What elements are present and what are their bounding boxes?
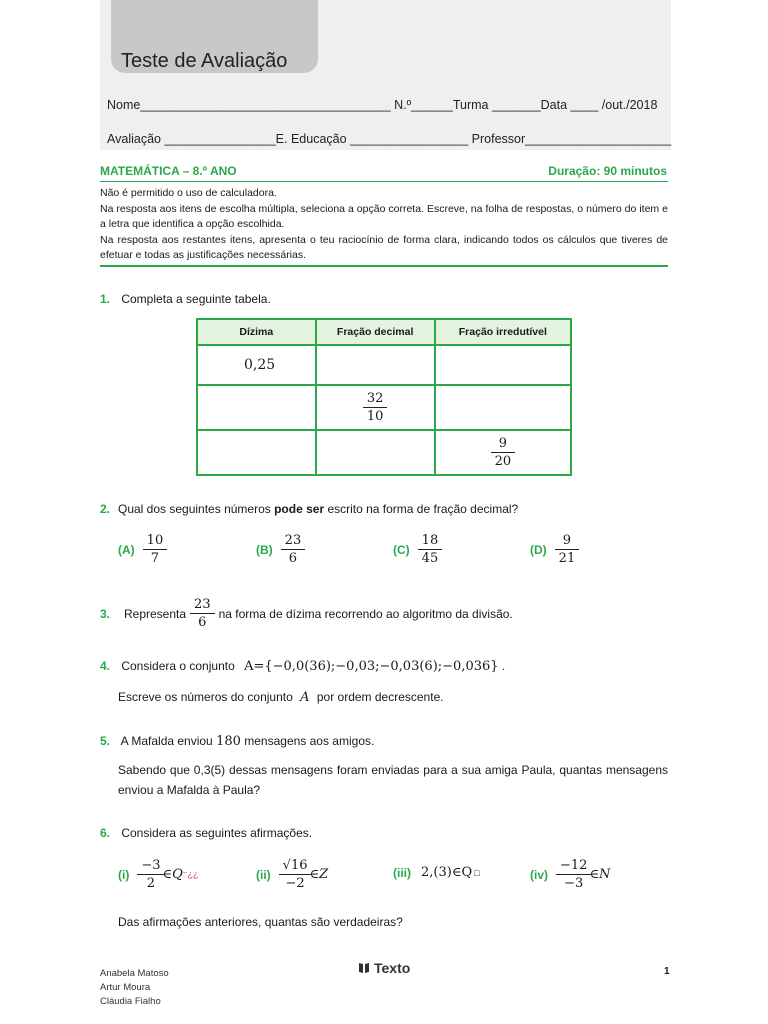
question-1 [100, 292, 271, 306]
evaluation-info-line: Avaliação ________________E. Educação _________________ Professor_____________________ [107, 132, 672, 146]
statement-iii: (iii) 2,(3)∈Q □ [393, 865, 480, 880]
header-fracao-decimal: Fração decimal [316, 319, 435, 345]
cell-decimal-2[interactable] [316, 385, 435, 430]
cell-dizima-2[interactable] [197, 385, 316, 430]
instruction-2: Na resposta aos itens de escolha múltipla, seleciona a opção correta. Escreve, na folha de respostas, o número do item e a letra que identifica a opção escolhida. [100, 202, 668, 230]
cell-dizima-3[interactable] [197, 430, 316, 475]
statement-i: (i) $\frac{-3}{2}$ ∈Q ⁻¿¿ [118, 858, 199, 891]
option-d[interactable]: (D) $\frac{9}{21}$ [530, 532, 577, 567]
question-5-paragraph: Sabendo que 0,3(5) dessas mensagens foram enviadas para a sua amiga Paula, quantas mensagens enviou a Mafalda à Paula? [118, 763, 668, 797]
student-info-line: Nome____________________________________ N.º______Turma _______Data ____ /out./2018 [107, 98, 658, 112]
authors [100, 967, 169, 1009]
subject-label: MATEMÁTICA – 8.º ANO [100, 164, 237, 178]
fraction-table [196, 318, 572, 476]
book-icon [358, 962, 370, 974]
divider-bottom [100, 265, 668, 267]
instruction-3: Na resposta aos restantes itens, apresenta o teu raciocínio de forma clara, indicando todos os cálculos que tiveres de efetuar e todas as justificações necessárias. [100, 233, 668, 261]
question-3: 3. Representa $\frac{23}{6}$ na forma de dízima recorrendo ao algoritmo da divisão. [100, 597, 513, 630]
set-expression: A={−0,0(36);−0,03;−0,03(6);−0,036} [244, 659, 499, 674]
publisher-logo: Texto [358, 960, 410, 976]
cell-decimal-1[interactable] [316, 345, 435, 385]
header-fracao-irredutivel: Fração irredutível [435, 319, 571, 345]
fraction: $\frac{23}{6}$ [192, 596, 213, 631]
duration-label: Duração: 90 minutos [548, 164, 667, 178]
cell-irredutivel-2[interactable] [435, 385, 571, 430]
question-text: Completa a seguinte tabela. [121, 292, 271, 306]
question-number: 2. [100, 502, 111, 516]
header-dizima: Dízima [197, 319, 316, 345]
fraction: $\frac{9}{20}$ [493, 435, 514, 470]
question-4: 4. Considera o conjunto A={−0,0(36);−0,03;−0,03(6);−0,036} . [100, 659, 506, 674]
question-6: 6. Considera as seguintes afirmações. [100, 826, 313, 840]
cell-irredutivel-1[interactable] [435, 345, 571, 385]
question-5: 5. A Mafalda enviou 180 mensagens aos amigos. [100, 734, 375, 749]
instruction-1: Não é permitido o uso de calculadora. [100, 187, 277, 199]
author: Cláudia Fialho [100, 996, 161, 1007]
question-6-ask: Das afirmações anteriores, quantas são verdadeiras? [118, 915, 403, 929]
option-a[interactable]: (A) $\frac{10}{7}$ [118, 532, 165, 567]
statement-iv: (iv) $\frac{-12}{-3}$ ∈N [530, 858, 611, 891]
cell-irredutivel-3[interactable] [435, 430, 571, 475]
question-4-instruction: Escreve os números do conjunto A por ordem decrescente. [118, 690, 444, 705]
instructions [100, 186, 668, 264]
statement-ii: (ii) $\frac{√16}{-2}$ ∈Z [256, 858, 329, 891]
divider-top [100, 181, 668, 182]
page-title: Teste de Avaliação [121, 50, 288, 72]
author: Anabela Matoso [100, 968, 169, 979]
cell-decimal-3[interactable] [316, 430, 435, 475]
cell-dizima-1[interactable]: 0,25 [197, 345, 316, 385]
option-b[interactable]: (B) $\frac{23}{6}$ [256, 532, 303, 567]
author: Artur Moura [100, 982, 151, 993]
fraction: $\frac{32}{10}$ [365, 390, 386, 425]
page-number: 1 [664, 966, 670, 977]
question-number: 1. [100, 292, 111, 306]
option-c[interactable]: (C) $\frac{18}{45}$ [393, 532, 440, 567]
question-2: 2. Qual dos seguintes números pode ser escrito na forma de fração decimal? [100, 502, 519, 516]
